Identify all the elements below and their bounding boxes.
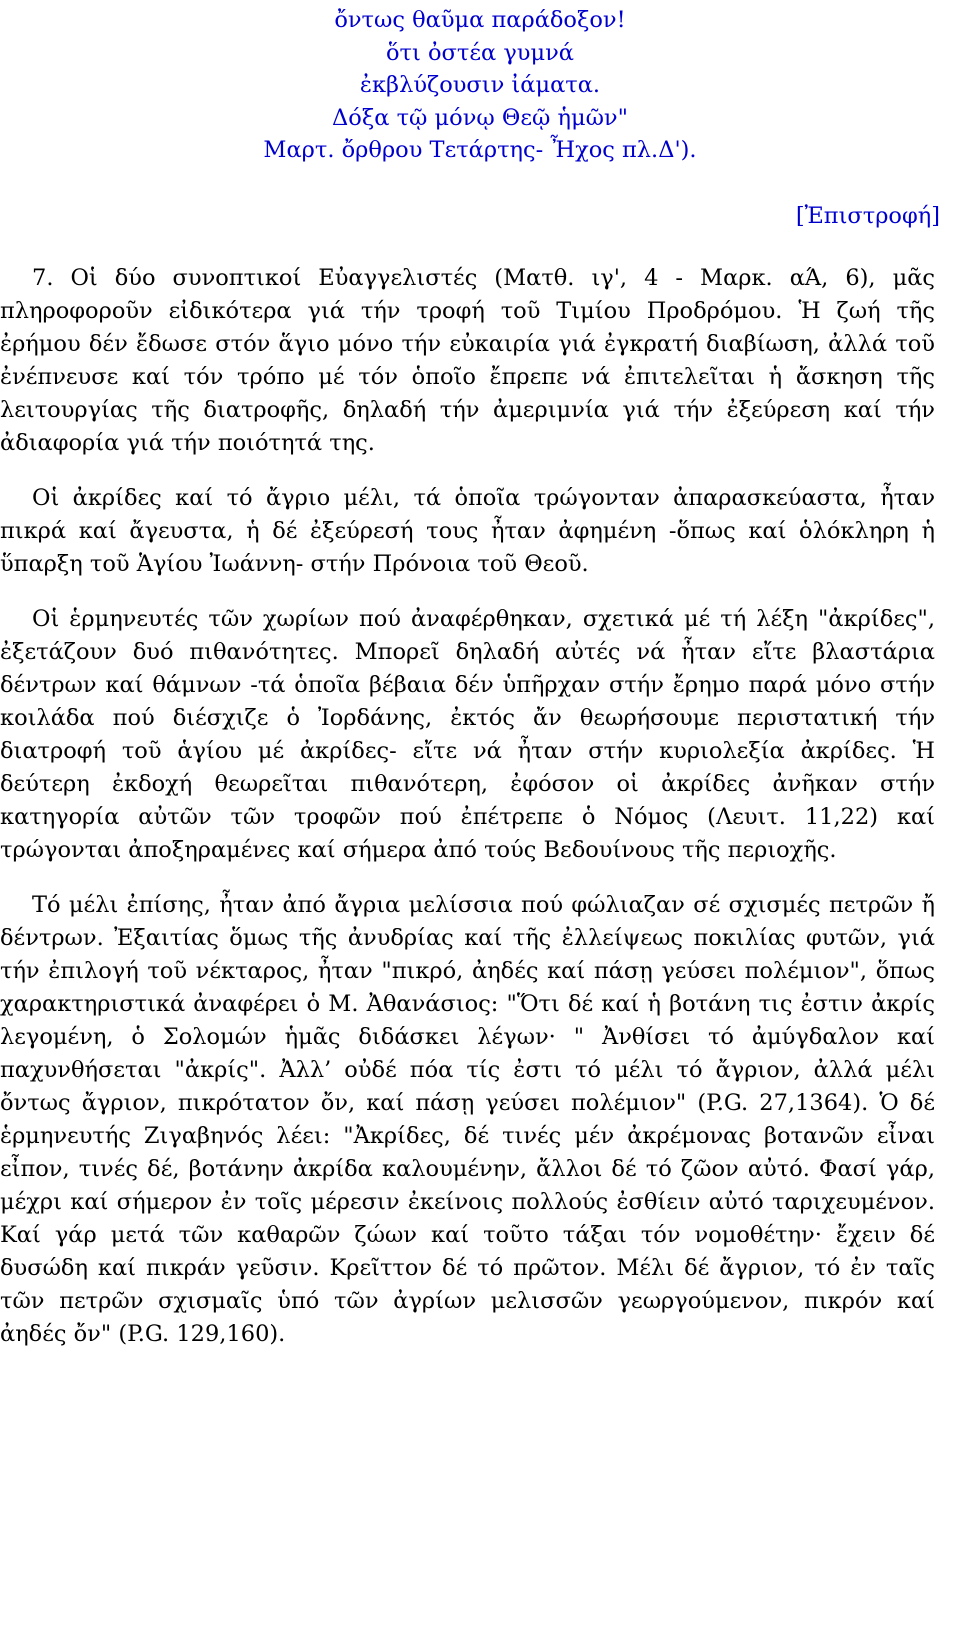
back-link[interactable]: [Ἐπιστροφή] <box>795 203 940 229</box>
paragraph-locusts-honey: Οἱ ἀκρίδες καί τό ἄγριο μέλι, τά ὁποῖα τρώγονταν ἀπαρασκεύαστα, ἦταν πικρά καί ἄγευστα, ἡ δέ ἐξεύρεσή τους ἦταν ἀφημένη -ὅπως καί ὁλόκληρη ἡ ὕπαρξη τοῦ Ἁγίου Ἰωάννη- στήν Πρόνοια τοῦ Θεοῦ. <box>0 485 935 577</box>
hymn-line: ὄντως θαῦμα παράδοξον! <box>334 7 626 33</box>
hymn-quote <box>0 4 960 167</box>
hymn-line: Μαρτ. ὄρθρου Τετάρτης- Ἦχος πλ.Δ'). <box>263 137 697 163</box>
hymn-line: ὅτι ὀστέα γυμνά <box>386 39 574 66</box>
hymn-line: ἐκβλύζουσιν ἰάματα. <box>359 72 601 98</box>
hymn-line: Δόξα τῷ μόνῳ Θεῷ ἡμῶν" <box>332 104 628 131</box>
paragraph-note-7: 7. Οἱ δύο συνοπτικοί Εὐαγγελιστές (Ματθ. ιγ', 4 - Μαρκ. αΆ, 6), μᾶς πληροφοροῦν εἰδικότερα γιά τήν τροφή τοῦ Τιμίου Προδρόμου. Ἡ ζωή τῆς ἐρήμου δέν ἔδωσε στόν ἅγιο μόνο τήν εὐκαιρία γιά ἐγκρατή διαβίωση, ἀλλά τοῦ ἐνέπνευσε καί τόν τρόπο μέ τόν ὁποῖο ἔπρεπε νά ἐπιτελεῖται ἡ ἄσκηση τῆς λειτουργίας τῆς διατροφῆς, δηλαδή τήν ἀμεριμνία γιά τήν ἐξεύρεση καί τήν ἀδιαφορία γιά τήν ποιότητά της. <box>0 265 935 456</box>
paragraph-interpreters: Οἱ ἑρμηνευτές τῶν χωρίων πού ἀναφέρθηκαν, σχετικά μέ τή λέξη "ἀκρίδες", ἐξετάζουν δυό πιθανότητες. Μπορεῖ δηλαδή αὐτές νά ἦταν εἴτε βλαστάρια δέντρων καί θάμνων -τά ὁποῖα βέβαια δέν ὑπῆρχαν στήν ἔρημο παρά μόνο στήν κοιλάδα πού διέσχιζε ὁ Ἰορδάνης, ἐκτός ἄν θεωρήσουμε περιστατική τήν διατροφή τοῦ ἁγίου μέ ἀκρίδες- εἴτε νά ἦταν στήν κυριολεξία ἀκρίδες. Ἡ δεύτερη ἐκδοχή θεωρεῖται πιθανότερη, ἐφόσον οἱ ἀκρίδες ἀνῆκαν στήν κατηγορία αὐτῶν τῶν τροφῶν πού ἐπέτρεπε ὁ Νόμος (Λευιτ. 11,22) καί τρώγονται ἀποξηραμένες καί σήμερα ἀπό τούς Βεδουίνους τῆς περιοχῆς. <box>0 606 935 863</box>
paragraph-wild-honey: Τό μέλι ἐπίσης, ἦταν ἀπό ἄγρια μελίσσια πού φώλιαζαν σέ σχισμές πετρῶν ἤ δέντρων. Ἐξαιτίας ὅμως τῆς ἀνυδρίας καί τῆς ἐλλείψεως ποκιλίας φυτῶν, γιά τήν ἐπιλογή τοῦ νέκταρος, ἦταν "πικρό, ἀηδές καί πάσῃ γεύσει πολέμιον", ὅπως χαρακτηριστικά ἀναφέρει ὁ Μ. Ἀθανάσιος: "Ὅτι δέ καί ἡ βοτάνη τις ἐστιν ἀκρίς λεγομένη, ὁ Σολομών ἡμᾶς διδάσκει λέγων· " Ἀνθίσει τό ἀμύγδαλον καί παχυνθήσεται "ἀκρίς". Ἀλλ’ οὐδέ πόα τίς ἐστι τό μέλι τό ἄγριον, ἀλλά μέλι ὄντως ἄγριον, πικρότατον ὄν, καί πάσῃ γεύσει πολέμιον" (P.G. 27,1364). Ὁ δέ ἑρμηνευτής Ζιγαβηνός λέει: "Ἀκρίδες, δέ τινές μέν ἀκρέμονας βοτανῶν εἶναι εἶπον, τινές δέ, βοτάνην ἀκρίδα καλουμένην, ἄλλοι δέ τό ζῶον αὐτό. Φασί γάρ, μέχρι καί σήμερον ἐν τοῖς μέρεσιν ἐκείνοις πολλούς ἐσθίειν αὐτό ταριχευμένον. Καί γάρ μετά τῶν καθαρῶν ζώων καί τοῦτο τάξαι τόν νομοθέτην· ἔχειν δέ δυσώδη καί πικράν γεῦσιν. Κρεῖττον δέ τό πρῶτον. Μέλι δέ ἄγριον, τό ἐν ταῖς τῶν πετρῶν σχισμαῖς ὑπό τῶν ἀγρίων μελισσῶν γεωργούμενον, πικρόν καί ἀηδές ὄν" (P.G. 129,160). <box>0 892 935 1347</box>
body-text <box>0 262 935 1373</box>
